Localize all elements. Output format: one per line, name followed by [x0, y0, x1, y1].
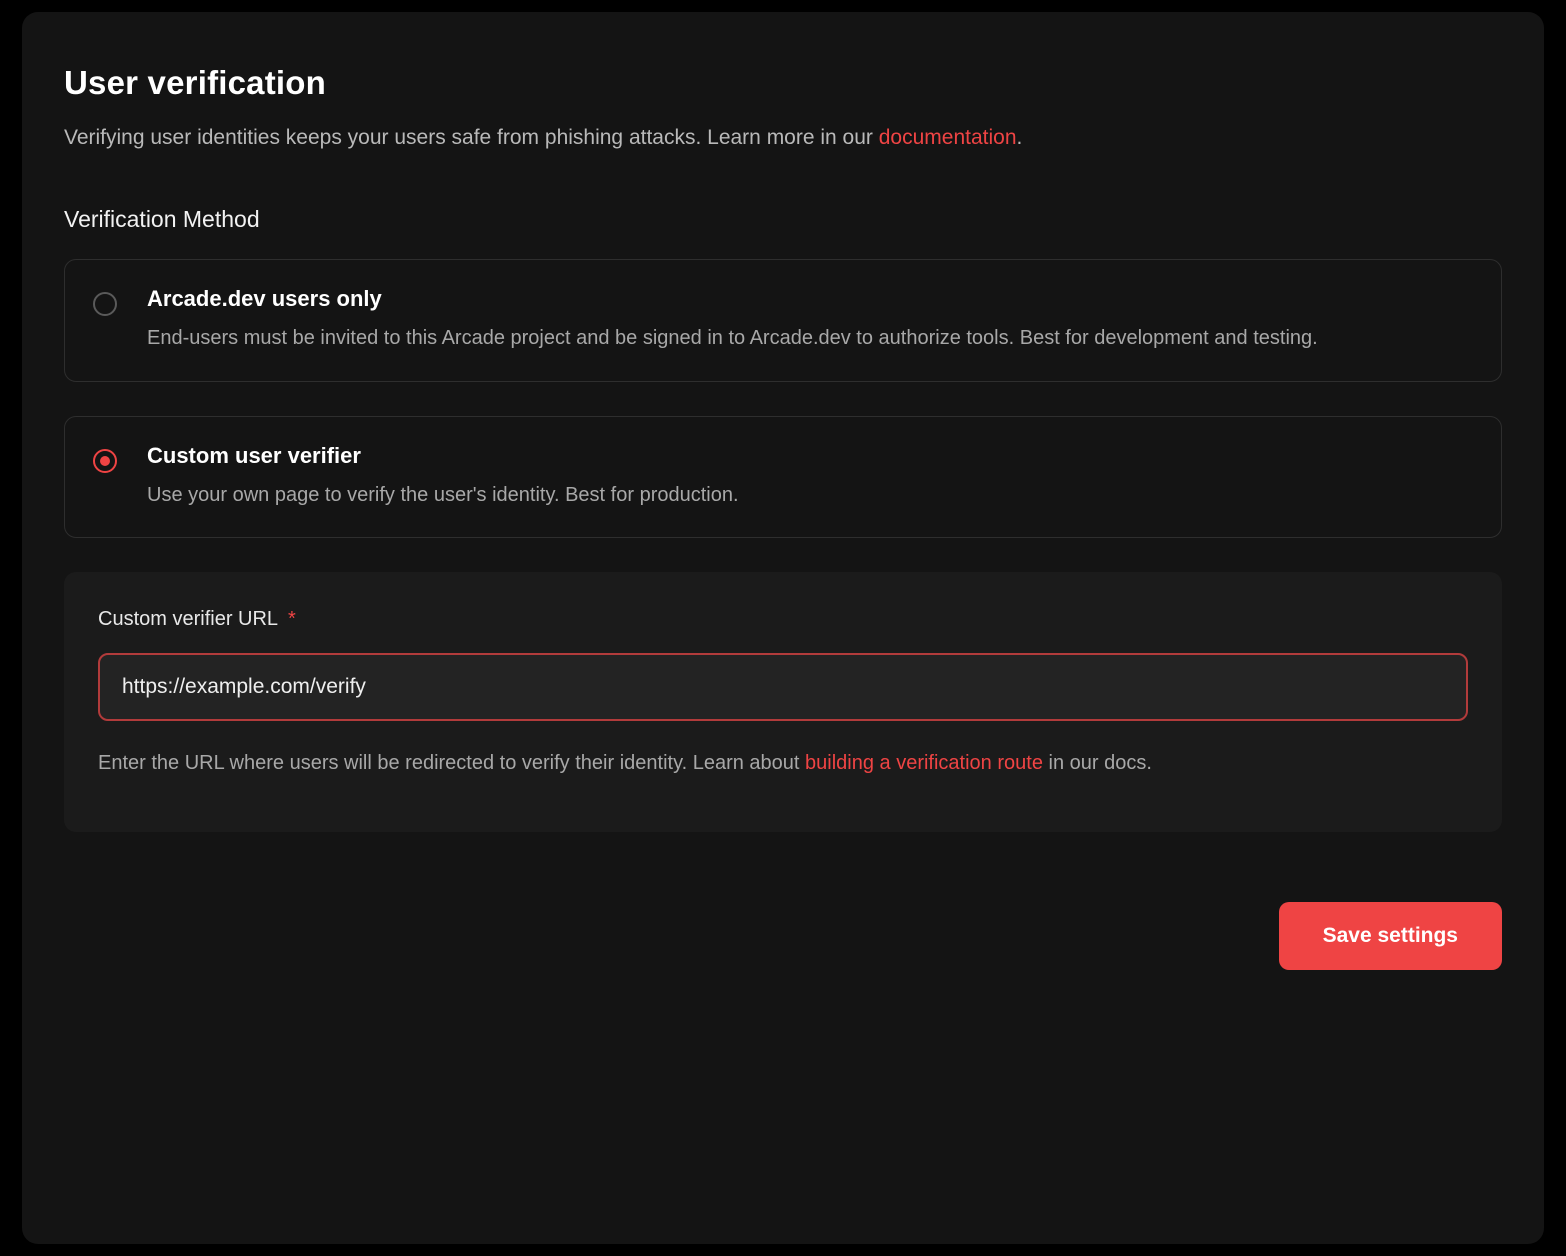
custom-verifier-url-label [98, 608, 1468, 631]
user-verification-panel [22, 12, 1544, 1244]
custom-verifier-url-helper [98, 749, 1468, 778]
option-custom-user-verifier[interactable] [64, 416, 1502, 538]
option-arcade-users-only-description: End-users must be invited to this Arcade project and be signed in to Arcade.dev to authorize tools. Best for development and testing. [147, 327, 1318, 350]
custom-verifier-url-label-text: Custom verifier URL [98, 608, 279, 631]
panel-footer [64, 902, 1502, 970]
helper-text-suffix: in our docs. [1042, 752, 1152, 775]
radio-arcade-users-only[interactable] [93, 292, 117, 316]
documentation-link[interactable]: documentation [878, 126, 1017, 149]
option-custom-user-verifier-description: Use your own page to verify the user's identity. Best for production. [147, 483, 739, 506]
option-arcade-users-only[interactable] [64, 259, 1502, 381]
helper-text-prefix: Enter the URL where users will be redirected to verify their identity. Learn about [98, 752, 806, 775]
option-arcade-users-only-label: Arcade.dev users only [147, 286, 382, 312]
custom-verifier-url-input[interactable] [98, 653, 1468, 721]
radio-custom-user-verifier[interactable] [93, 449, 117, 473]
verification-method-heading: Verification Method [64, 206, 260, 233]
option-arcade-users-only-body [147, 286, 1473, 352]
save-settings-button[interactable]: Save settings [1279, 902, 1502, 970]
verification-route-link[interactable]: building a verification route [805, 752, 1043, 775]
subtitle-text-suffix: . [1016, 126, 1023, 149]
required-marker: * [288, 608, 296, 631]
option-custom-user-verifier-label: Custom user verifier [147, 442, 361, 468]
custom-verifier-url-panel [64, 572, 1502, 832]
page-subtitle [64, 124, 1502, 152]
page-title: User verification [64, 64, 327, 101]
subtitle-text-prefix: Verifying user identities keeps your users safe from phishing attacks. Learn more in our [64, 126, 879, 149]
option-custom-user-verifier-body [147, 443, 1473, 509]
